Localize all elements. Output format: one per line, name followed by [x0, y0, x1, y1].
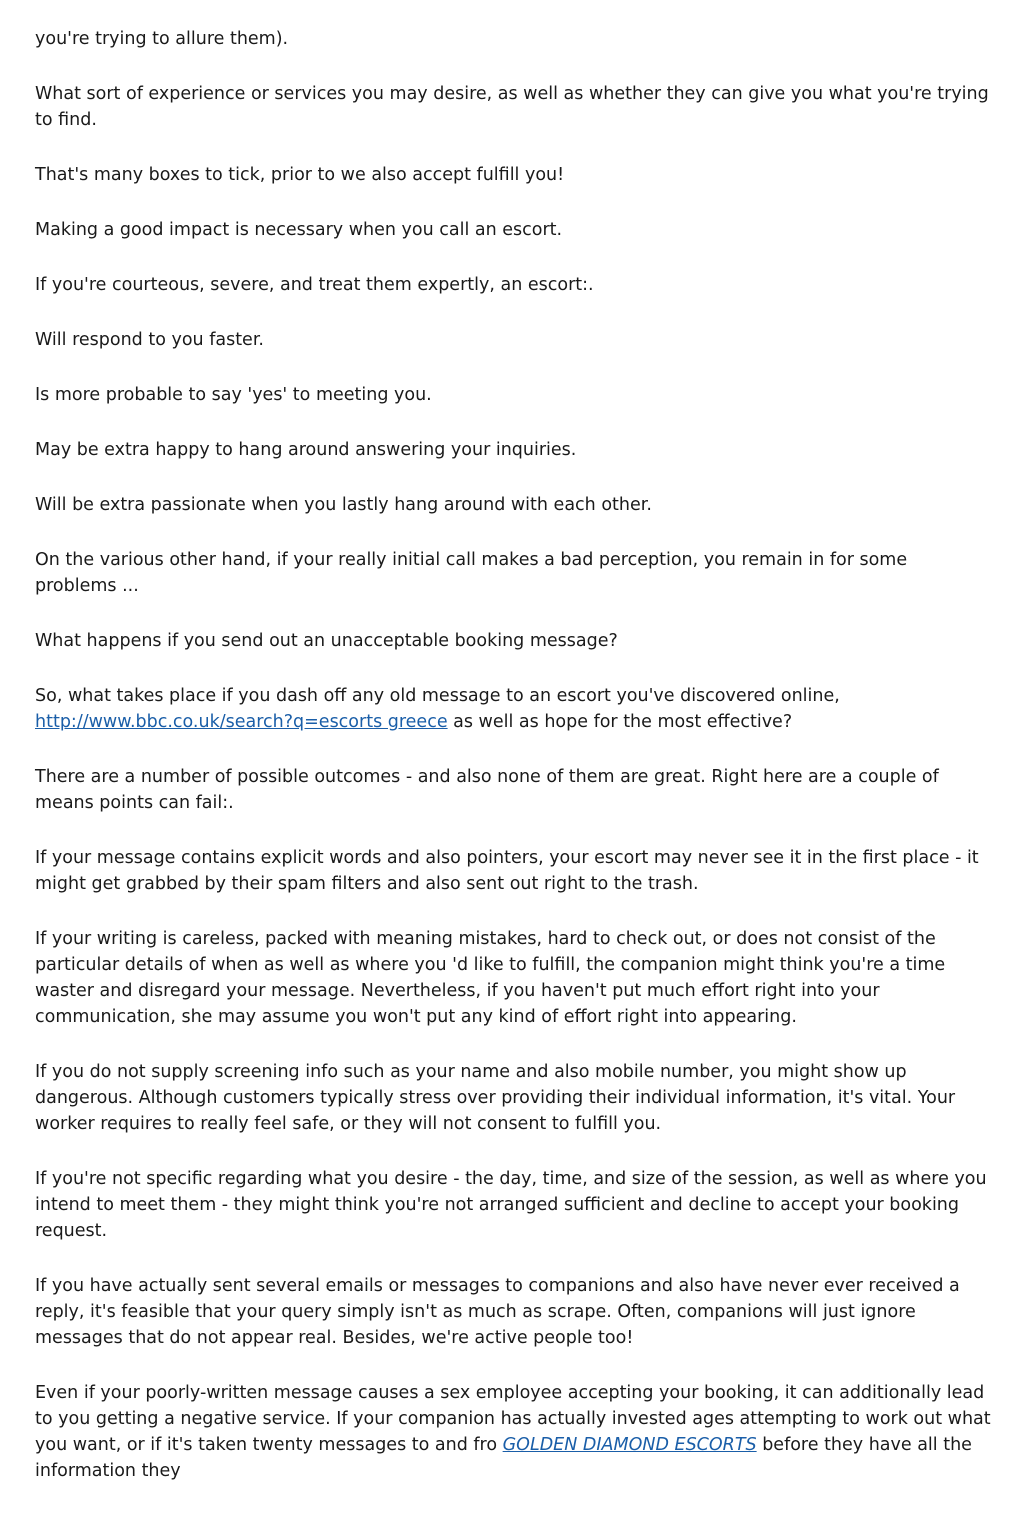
- paragraph: That's many boxes to tick, prior to we also accept fulfill you!: [35, 165, 565, 185]
- bbc-search-link[interactable]: http://www.bbc.co.uk/search?q=escorts greece: [35, 712, 448, 732]
- paragraph: Will respond to you faster.: [35, 330, 264, 350]
- paragraph: May be extra happy to hang around answering your inquiries.: [35, 440, 577, 460]
- paragraph-text: Even if your poorly-written message causes a sex employee accepting your booking, it can additionally lead to you getting a negative service. If your companion has actually invested ages attempting to work out what you want, or if it's taken twenty messages to and fro: [35, 1383, 991, 1455]
- paragraph: What happens if you send out an unacceptable booking message?: [35, 631, 618, 651]
- paragraph: Will be extra passionate when you lastly hang around with each other.: [35, 495, 652, 515]
- paragraph: If you have actually sent several emails or messages to companions and also have never ever received a reply, it's feasible that your query simply isn't as much as scrape. Often, companions will just ignore messages that do not appear real. Besides, we're active people too!: [35, 1276, 960, 1348]
- paragraph: you're trying to allure them).: [35, 29, 289, 49]
- golden-diamond-escorts-link[interactable]: GOLDEN DIAMOND ESCORTS: [502, 1435, 757, 1455]
- paragraph: If your message contains explicit words and also pointers, your escort may never see it in the first place - it might get grabbed by their spam filters and also sent out right to the trash.: [35, 848, 979, 894]
- paragraph: If you're not specific regarding what you desire - the day, time, and size of the session, as well as where you intend to meet them - they might think you're not arranged sufficient and decline to accept your booking request.: [35, 1169, 987, 1241]
- paragraph-with-link: [35, 683, 993, 735]
- paragraph: If you do not supply screening info such as your name and also mobile number, you might show up dangerous. Although customers typically stress over providing their individual information, it's vital. Your worker requires to really feel safe, or they will not consent to fulfill you.: [35, 1062, 956, 1134]
- paragraph: Making a good impact is necessary when you call an escort.: [35, 220, 563, 240]
- paragraph: Is more probable to say 'yes' to meeting you.: [35, 385, 432, 405]
- document-body: [35, 26, 993, 1513]
- paragraph-text: before they have all the information they: [35, 1435, 972, 1481]
- paragraph-text: So, what takes place if you dash off any old message to an escort you've discovered online,: [35, 686, 840, 706]
- paragraph: If you're courteous, severe, and treat them expertly, an escort:.: [35, 275, 594, 295]
- paragraph: There are a number of possible outcomes - and also none of them are great. Right here are a couple of means points can fail:.: [35, 767, 939, 813]
- paragraph-with-link: [35, 1380, 993, 1484]
- paragraph: If your writing is careless, packed with meaning mistakes, hard to check out, or does not consist of the particular details of when as well as where you 'd like to fulfill, the companion might think you're a time waster and disregard your message. Nevertheless, if you haven't put much effort right into your communication, she may assume you won't put any kind of effort right into appearing.: [35, 929, 946, 1027]
- paragraph: What sort of experience or services you may desire, as well as whether they can give you what you're trying to find.: [35, 84, 989, 130]
- paragraph: On the various other hand, if your really initial call makes a bad perception, you remain in for some problems ...: [35, 550, 908, 596]
- paragraph-text: as well as hope for the most effective?: [447, 712, 793, 732]
